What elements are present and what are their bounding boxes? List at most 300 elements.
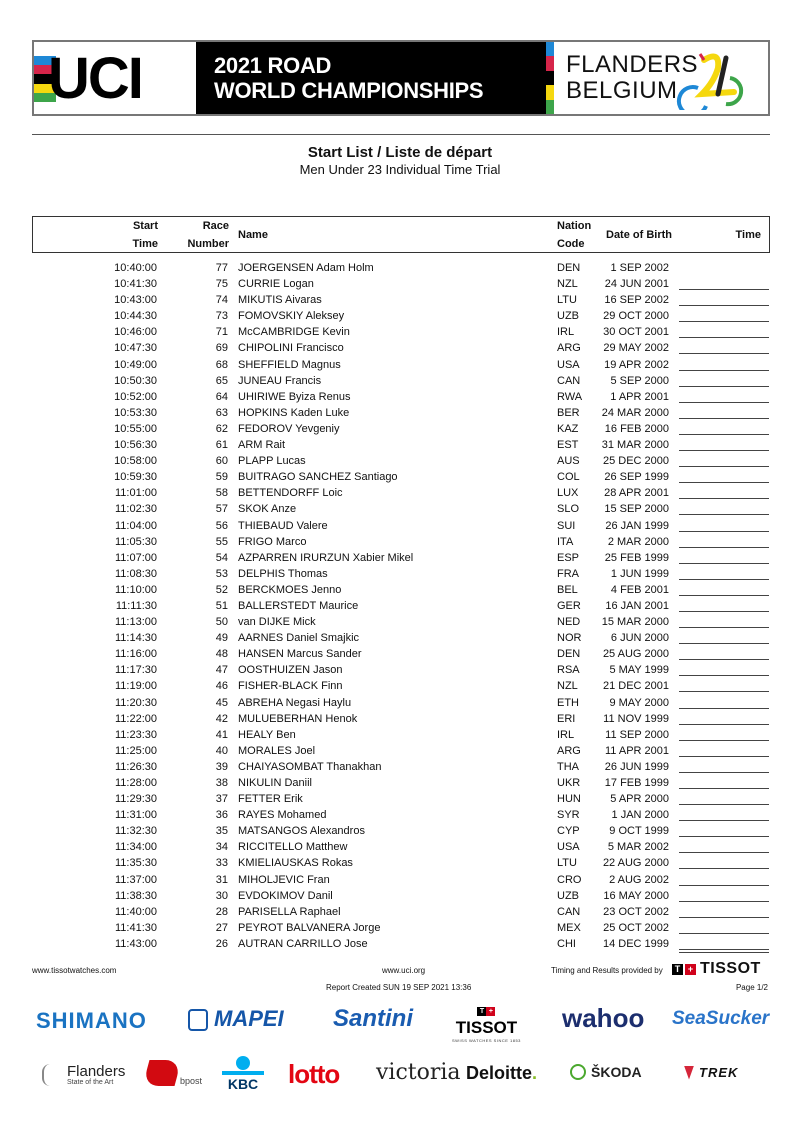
start-time: 11:07:00 — [114, 551, 157, 564]
nation-code: EST — [557, 439, 579, 452]
start-time: 11:22:00 — [114, 712, 157, 725]
start-time: 11:10:00 — [114, 583, 157, 596]
race-number: 36 — [215, 809, 228, 822]
time-entry-line — [679, 820, 769, 821]
table-row — [0, 646, 800, 662]
race-number: 50 — [215, 616, 228, 629]
nation-code: SYR — [557, 809, 580, 822]
nation-code: THA — [557, 760, 579, 773]
nation-code: BER — [557, 406, 580, 419]
start-time: 10:46:00 — [114, 326, 157, 339]
nation-code: DEN — [557, 262, 581, 274]
rider-name: EVDOKIMOV Danil — [238, 889, 333, 902]
table-row — [0, 904, 800, 920]
location-line-2: BELGIUM — [566, 77, 678, 104]
start-time: 11:17:30 — [114, 664, 157, 677]
rider-name: JOERGENSEN Adam Holm — [238, 262, 374, 274]
tissot-wordmark: TISSOT — [455, 1018, 518, 1037]
rider-name: FEDOROV Yevgeniy — [238, 422, 340, 435]
time-entry-line — [679, 466, 769, 467]
date-of-birth: 25 AUG 2000 — [602, 648, 669, 661]
rider-name: AZPARREN IRURZUN Xabier Mikel — [238, 551, 414, 564]
time-entry-line — [679, 901, 769, 902]
time-entry-line — [679, 498, 769, 499]
start-time: 10:43:00 — [114, 294, 157, 307]
race-number: 49 — [215, 632, 228, 645]
time-entry-line — [679, 675, 769, 676]
time-entry-line — [679, 836, 769, 837]
time-entry-line — [679, 531, 769, 532]
race-number: 35 — [215, 825, 228, 838]
time-entry-line — [679, 547, 769, 548]
table-row — [0, 276, 800, 292]
rider-name: BETTENDORFF Loic — [238, 487, 343, 500]
table-row — [0, 260, 800, 276]
date-of-birth: 11 APR 2001 — [604, 744, 669, 757]
race-number: 45 — [215, 696, 228, 709]
date-of-birth: 1 JAN 2000 — [611, 809, 669, 822]
table-row — [0, 872, 800, 888]
time-entry-line — [679, 450, 769, 451]
race-number: 34 — [215, 841, 228, 854]
start-time: 11:35:30 — [114, 857, 157, 870]
start-time: 11:05:30 — [114, 535, 157, 548]
table-row — [0, 340, 800, 356]
start-time: 11:11:30 — [115, 599, 157, 612]
time-entry-line — [679, 804, 769, 805]
rider-name: FRIGO Marco — [238, 535, 307, 548]
page-number: Page 1/2 — [735, 983, 768, 992]
nation-code: ARG — [557, 744, 581, 757]
rider-name: HANSEN Marcus Sander — [238, 648, 362, 661]
start-time: 10:58:00 — [114, 455, 157, 468]
rider-name: AUTRAN CARRILLO Jose — [238, 937, 368, 950]
race-number: 26 — [215, 937, 228, 950]
rider-name: MATSANGOS Alexandros — [238, 825, 365, 838]
sponsor-santini: Santini — [333, 1005, 414, 1032]
start-time: 10:40:00 — [114, 262, 157, 274]
date-of-birth: 2 MAR 2000 — [607, 535, 669, 548]
table-row — [0, 711, 800, 727]
nation-code: IRL — [557, 326, 575, 339]
flanders-lion-icon — [42, 1064, 62, 1086]
start-time: 11:20:30 — [114, 696, 157, 709]
race-number: 55 — [215, 535, 228, 548]
start-time: 10:44:30 — [114, 310, 157, 323]
rider-name: PARISELLA Raphael — [238, 905, 341, 918]
start-time: 10:47:30 — [114, 342, 157, 355]
nation-code: RWA — [557, 390, 583, 403]
date-of-birth: 17 FEB 1999 — [604, 777, 669, 789]
race-number: 41 — [215, 728, 228, 741]
swiss-cross-icon: + — [685, 964, 696, 975]
nation-code: KAZ — [557, 422, 579, 435]
nation-code: UKR — [557, 777, 581, 789]
start-time: 11:04:00 — [114, 519, 157, 532]
header-name: Name — [238, 229, 268, 241]
table-row — [0, 743, 800, 759]
sponsor-flanders — [42, 1064, 125, 1086]
event-name: Men Under 23 Individual Time Trial — [299, 162, 501, 177]
location-line-1: FLANDERS — [566, 51, 699, 78]
rider-name: ARM Rait — [238, 439, 286, 452]
nation-code: NZL — [557, 278, 578, 291]
date-of-birth: 16 JAN 2001 — [605, 599, 669, 612]
start-time: 10:41:30 — [114, 278, 157, 291]
deloitte-dot: . — [532, 1063, 538, 1083]
tissot-logo — [672, 960, 761, 978]
header-nation-code: Nation — [557, 220, 592, 232]
race-number: 30 — [215, 889, 228, 902]
race-number: 64 — [215, 390, 228, 403]
nation-code: SUI — [557, 519, 576, 532]
time-entry-line — [679, 691, 769, 692]
date-of-birth: 25 FEB 1999 — [604, 551, 669, 564]
start-time: 11:29:30 — [114, 793, 157, 806]
table-row — [0, 501, 800, 517]
time-entry-line — [679, 514, 769, 515]
tissot-t-icon: T — [477, 1007, 486, 1016]
race-number: 63 — [215, 406, 228, 419]
flanders-21-cyclist-icon — [676, 48, 756, 110]
date-of-birth: 5 SEP 2000 — [610, 374, 669, 387]
kbc-bar — [222, 1071, 264, 1075]
time-entry-line — [679, 386, 769, 387]
table-row — [0, 485, 800, 501]
rider-name: HEALY Ben — [238, 728, 296, 741]
table-row — [0, 839, 800, 855]
tissot-website-link[interactable]: www.tissotwatches.com — [32, 966, 117, 975]
stripe-2 — [546, 71, 554, 85]
rider-name: HOPKINS Kaden Luke — [238, 406, 350, 419]
nation-code: CAN — [557, 905, 581, 918]
rider-name: RICCITELLO Matthew — [238, 841, 348, 854]
rider-name: McCAMBRIDGE Kevin — [238, 326, 350, 339]
race-number: 57 — [215, 503, 228, 516]
start-time: 10:50:30 — [114, 374, 157, 387]
nation-code: CAN — [557, 374, 581, 387]
table-row — [0, 614, 800, 630]
skoda-arrow-icon — [570, 1064, 586, 1080]
table-row — [0, 405, 800, 421]
championship-banner — [32, 40, 770, 116]
time-entry-line — [679, 643, 769, 644]
table-row — [0, 598, 800, 614]
header-divider — [32, 134, 770, 135]
start-time: 10:56:30 — [114, 439, 157, 452]
start-time: 11:26:30 — [114, 760, 157, 773]
nation-code: LUX — [557, 487, 579, 500]
race-number: 27 — [215, 921, 228, 934]
rider-name: SHEFFIELD Magnus — [238, 358, 341, 371]
table-row — [0, 373, 800, 389]
race-number: 74 — [215, 294, 228, 307]
title-line-2: WORLD CHAMPIONSHIPS — [214, 78, 484, 103]
rider-name: MIKUTIS Aivaras — [238, 294, 322, 307]
race-number: 42 — [215, 712, 228, 725]
start-time: 11:19:00 — [114, 680, 157, 693]
table-row — [0, 582, 800, 598]
race-number: 59 — [215, 471, 228, 484]
table-row — [0, 518, 800, 534]
header-time: Time — [735, 229, 761, 241]
uci-logo — [34, 42, 196, 114]
sponsor-kbc — [222, 1056, 264, 1091]
date-of-birth: 11 SEP 2000 — [605, 728, 669, 741]
rider-name: OOSTHUIZEN Jason — [238, 664, 343, 677]
rider-name: BERCKMOES Jenno — [238, 583, 342, 596]
table-row — [0, 855, 800, 871]
date-of-birth: 6 JUN 2000 — [610, 632, 669, 645]
date-of-birth: 16 MAY 2000 — [603, 889, 669, 902]
kbc-figure-icon — [236, 1056, 250, 1070]
date-of-birth: 15 SEP 2000 — [604, 503, 669, 516]
table-row — [0, 775, 800, 791]
date-of-birth: 26 SEP 1999 — [604, 471, 669, 484]
rider-name: MIHOLJEVIC Fran — [238, 873, 330, 886]
nation-code: ITA — [557, 535, 574, 548]
uci-website-link[interactable]: www.uci.org — [382, 966, 426, 975]
rider-name: van DIJKE Mick — [238, 616, 316, 629]
table-row — [0, 662, 800, 678]
nation-code: NOR — [557, 632, 582, 645]
date-of-birth: 14 DEC 1999 — [602, 937, 669, 950]
table-row — [0, 566, 800, 582]
table-row — [0, 421, 800, 437]
report-created: Report Created SUN 19 SEP 2021 13:36 — [326, 983, 472, 992]
race-number: 52 — [215, 583, 228, 596]
start-time: 10:49:00 — [114, 358, 157, 371]
date-of-birth: 4 FEB 2001 — [610, 583, 669, 596]
nation-code: DEN — [557, 648, 581, 661]
table-row — [0, 727, 800, 743]
sponsor-trek — [684, 1065, 738, 1080]
date-of-birth: 1 APR 2001 — [610, 390, 669, 403]
date-of-birth: 24 MAR 2000 — [601, 406, 669, 419]
time-entry-line — [679, 772, 769, 773]
date-of-birth: 2 AUG 2002 — [609, 873, 669, 886]
race-number: 65 — [215, 374, 228, 387]
deloitte-wordmark: Deloitte — [466, 1063, 533, 1083]
nation-code: NZL — [557, 680, 578, 693]
nation-code: USA — [557, 841, 580, 854]
date-of-birth: 21 DEC 2001 — [602, 680, 669, 693]
start-time: 10:53:30 — [114, 406, 157, 419]
rider-name: KMIELIAUSKAS Rokas — [238, 857, 353, 870]
date-of-birth: 23 OCT 2002 — [603, 905, 669, 918]
time-entry-line — [679, 370, 769, 371]
stripe-1 — [546, 56, 554, 70]
start-time: 11:28:00 — [114, 777, 157, 789]
race-number: 51 — [215, 599, 228, 612]
kbc-wordmark: KBC — [227, 1076, 259, 1092]
sponsor-lotto: lotto — [288, 1059, 340, 1089]
date-of-birth: 26 JAN 1999 — [605, 519, 669, 532]
rider-name: THIEBAUD Valere — [238, 519, 328, 532]
nation-code: ERI — [557, 712, 576, 725]
trek-wordmark: TREK — [699, 1065, 739, 1080]
nation-code: CHI — [557, 937, 576, 950]
header-start-time-2: Time — [132, 238, 158, 250]
race-number: 75 — [215, 278, 228, 291]
rider-name: ABREHA Negasi Haylu — [238, 696, 352, 709]
stripe-4 — [546, 100, 554, 114]
start-time: 11:34:00 — [114, 841, 157, 854]
bpost-icon — [143, 1060, 182, 1086]
rider-name: JUNEAU Francis — [238, 374, 322, 387]
race-number: 47 — [215, 664, 228, 677]
sponsor-victoria: victoria — [376, 1060, 461, 1085]
nation-code: LTU — [557, 294, 577, 307]
nation-code: CRO — [557, 873, 582, 886]
sponsor-shimano: SHIMANO — [36, 1008, 147, 1033]
timing-provider-text: Timing and Results provided by — [551, 966, 663, 975]
date-of-birth: 5 APR 2000 — [610, 793, 669, 806]
start-time: 11:02:30 — [114, 503, 157, 516]
race-number: 38 — [215, 777, 228, 789]
time-entry-line — [679, 434, 769, 435]
rider-name: PEYROT BALVANERA Jorge — [238, 921, 381, 934]
sponsor-wahoo: wahoo — [562, 1003, 645, 1033]
race-number: 39 — [215, 760, 228, 773]
time-entry-line — [679, 418, 769, 419]
header-race-number: Race — [202, 220, 229, 232]
rider-name: BUITRAGO SANCHEZ Santiago — [238, 471, 398, 484]
rider-name: MULUEBERHAN Henok — [238, 712, 358, 725]
start-time: 11:01:00 — [114, 487, 157, 500]
nation-code: MEX — [557, 921, 581, 934]
time-entry-line — [679, 885, 769, 886]
table-row — [0, 437, 800, 453]
tissot-wordmark: TISSOT — [700, 960, 761, 977]
nation-code: AUS — [557, 455, 580, 468]
rider-name: MORALES Joel — [238, 744, 316, 757]
rider-name: AARNES Daniel Smajkic — [238, 632, 360, 645]
date-of-birth: 19 APR 2002 — [604, 358, 669, 371]
start-time: 11:40:00 — [114, 905, 157, 918]
table-row — [0, 888, 800, 904]
race-number: 68 — [215, 358, 228, 371]
time-entry-line — [679, 933, 769, 934]
start-time: 10:52:00 — [114, 390, 157, 403]
start-time: 11:13:00 — [114, 616, 157, 629]
rider-name: FISHER-BLACK Finn — [238, 680, 343, 693]
table-row — [0, 823, 800, 839]
sponsor-bpost — [146, 1060, 202, 1086]
date-of-birth: 25 OCT 2002 — [603, 921, 669, 934]
race-number: 60 — [215, 455, 228, 468]
nation-code: RSA — [557, 664, 580, 677]
table-row — [0, 389, 800, 405]
time-entry-line — [679, 949, 769, 950]
nation-code: UZB — [557, 310, 579, 323]
race-number: 77 — [215, 262, 228, 274]
table-row — [0, 807, 800, 823]
table-row — [0, 453, 800, 469]
rider-name: FOMOVSKIY Aleksey — [238, 310, 345, 323]
time-entry-line — [679, 305, 769, 306]
sponsor-tissot — [452, 1000, 521, 1043]
start-time: 11:16:00 — [114, 648, 157, 661]
nation-code: USA — [557, 358, 580, 371]
host-location — [554, 42, 768, 114]
time-entry-line — [679, 952, 769, 953]
race-number: 61 — [215, 439, 228, 452]
time-entry-line — [679, 321, 769, 322]
header-start-time: Start — [132, 220, 158, 232]
rider-name: FETTER Erik — [238, 793, 303, 806]
tissot-tagline: SWISS WATCHES SINCE 1853 — [452, 1038, 521, 1043]
swiss-cross-icon: + — [486, 1007, 495, 1016]
race-number: 37 — [215, 793, 228, 806]
start-time: 10:55:00 — [114, 422, 157, 435]
table-row — [0, 759, 800, 775]
sponsor-deloitte — [466, 1063, 537, 1084]
time-entry-line — [679, 627, 769, 628]
time-entry-line — [679, 724, 769, 725]
header-race-number-2: Number — [187, 238, 229, 250]
date-of-birth: 29 MAY 2002 — [603, 342, 669, 355]
trek-icon — [684, 1066, 694, 1080]
nation-code: ETH — [557, 696, 579, 709]
document-title: Start List / Liste de départ — [307, 144, 493, 161]
date-of-birth: 22 AUG 2000 — [602, 857, 669, 870]
rider-name: CHAIYASOMBAT Thanakhan — [238, 760, 382, 773]
date-of-birth: 5 MAR 2002 — [607, 841, 669, 854]
race-number: 48 — [215, 648, 228, 661]
table-row — [0, 292, 800, 308]
race-number: 71 — [215, 326, 228, 339]
nation-code: CYP — [557, 825, 580, 838]
table-row — [0, 550, 800, 566]
start-time: 11:14:30 — [114, 632, 157, 645]
time-entry-line — [679, 852, 769, 853]
time-entry-line — [679, 337, 769, 338]
date-of-birth: 25 DEC 2000 — [602, 455, 669, 468]
stripe-3 — [546, 85, 554, 99]
race-number: 31 — [215, 873, 228, 886]
time-entry-line — [679, 708, 769, 709]
rider-name: DELPHIS Thomas — [238, 567, 328, 580]
header-nation-code-2: Code — [557, 238, 585, 250]
time-entry-line — [679, 659, 769, 660]
sponsor-skoda — [570, 1064, 642, 1080]
start-time: 10:59:30 — [114, 471, 157, 484]
date-of-birth: 31 MAR 2000 — [601, 439, 669, 452]
time-entry-line — [679, 868, 769, 869]
table-row — [0, 678, 800, 694]
date-of-birth: 11 NOV 1999 — [603, 712, 669, 725]
mapei-icon — [188, 1009, 208, 1031]
time-entry-line — [679, 756, 769, 757]
rider-name: NIKULIN Daniil — [238, 777, 312, 789]
rider-name: RAYES Mohamed — [238, 809, 327, 822]
start-time: 11:32:30 — [114, 825, 157, 838]
race-number: 53 — [215, 567, 228, 580]
rider-name: CHIPOLINI Francisco — [238, 342, 344, 355]
start-time: 11:41:30 — [114, 921, 157, 934]
table-row — [0, 630, 800, 646]
rider-name: CURRIE Logan — [238, 278, 314, 291]
table-row — [0, 936, 800, 952]
date-of-birth: 16 FEB 2000 — [604, 422, 669, 435]
race-number: 28 — [215, 905, 228, 918]
date-of-birth: 9 MAY 2000 — [609, 696, 669, 709]
rainbow-divider — [546, 42, 554, 114]
time-entry-line — [679, 740, 769, 741]
nation-code: IRL — [557, 728, 575, 741]
championship-title — [196, 42, 546, 114]
